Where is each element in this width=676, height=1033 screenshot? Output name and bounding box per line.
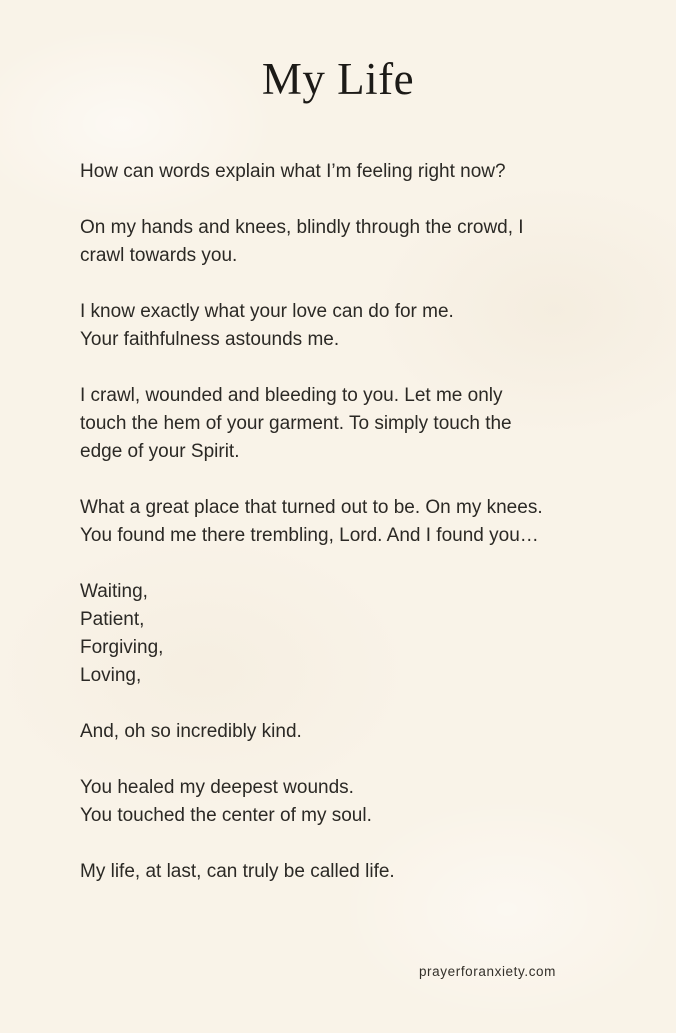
poem-line: You touched the center of my soul. xyxy=(80,805,372,826)
poem-line: On my hands and knees, blindly through the crowd, I xyxy=(80,217,524,238)
stanza xyxy=(80,214,616,270)
stanza xyxy=(80,858,616,886)
stanza xyxy=(80,158,616,186)
poem-line: You healed my deepest wounds. xyxy=(80,777,354,798)
poem-line: Waiting, xyxy=(80,581,148,602)
poem-line: Forgiving, xyxy=(80,637,164,658)
stanza xyxy=(80,382,616,466)
stanza xyxy=(80,578,616,690)
poem-line: Patient, xyxy=(80,609,145,630)
poem-line: I know exactly what your love can do for me. xyxy=(80,301,454,322)
stanza xyxy=(80,494,616,550)
poem-line: You found me there trembling, Lord. And I found you… xyxy=(80,525,539,546)
poem-line: And, oh so incredibly kind. xyxy=(80,721,302,742)
poem-line: My life, at last, can truly be called life. xyxy=(80,861,395,882)
site-credit: prayerforanxiety.com xyxy=(418,964,556,979)
stanza xyxy=(80,298,616,354)
poem-line: Loving, xyxy=(80,665,142,686)
poem-line: touch the hem of your garment. To simply touch the xyxy=(80,413,512,434)
stanza xyxy=(80,774,616,830)
poem-line: What a great place that turned out to be. On my knees. xyxy=(80,497,543,518)
stanza xyxy=(80,718,616,746)
poem-line: edge of your Spirit. xyxy=(80,441,240,462)
poem-line: I crawl, wounded and bleeding to you. Let me only xyxy=(80,385,503,406)
page-title: My Life xyxy=(261,54,415,104)
poem-line: How can words explain what I’m feeling right now? xyxy=(80,161,506,182)
poem xyxy=(80,158,616,914)
poem-line: crawl towards you. xyxy=(80,245,238,266)
poem-line: Your faithfulness astounds me. xyxy=(80,329,340,350)
